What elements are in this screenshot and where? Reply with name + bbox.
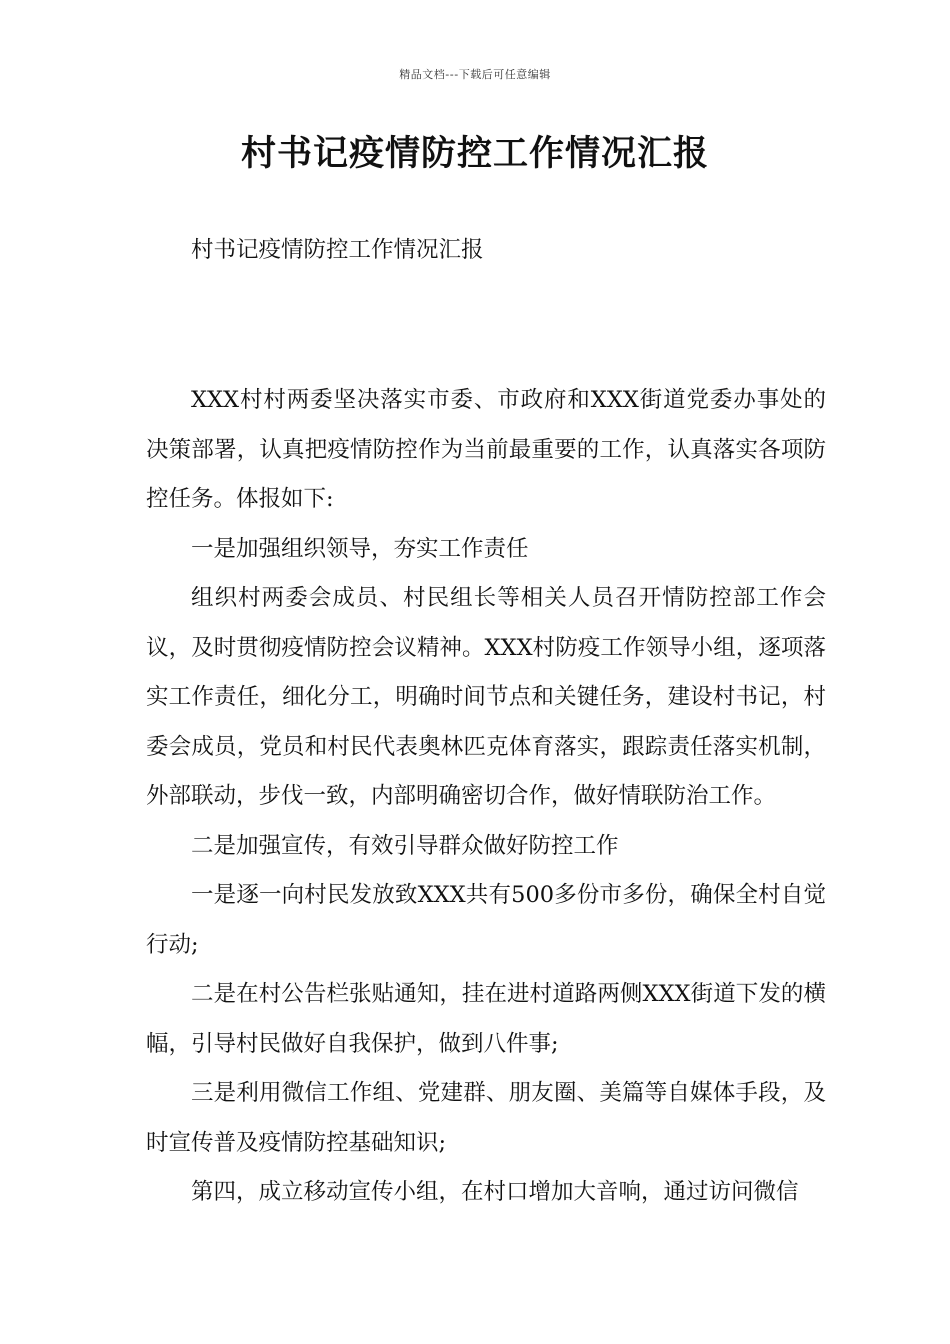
paragraph-item-3: 三是利用微信工作组、党建群、朋友圈、美篇等自媒体手段，及时宣传普及疫情防控基础知识; <box>146 1080 826 1156</box>
paragraph-section-1: 组织村两委会成员、村民组长等相关人员召开情防控部工作会议，及时贯彻疫情防控会议精神。XXX村防疫工作领导小组，逐项落实工作责任，细化分工，明确时间节点和关键任务，建设村书记，村委会成员，党员和村民代表奥林匹克体育落实，跟踪责任落实机制，外部联动，步伐一致，内部明确密切合作，做好情联防治工作。 <box>146 585 826 809</box>
paragraph-item-1: 一是逐一向村民发放致XXX共有500多份市多份，确保全村自觉行动; <box>146 882 826 958</box>
paragraph-item-4: 第四，成立移动宣传小组，在村口增加大音响，通过访问微信 <box>191 1179 799 1205</box>
paragraph-intro: XXX村村两委坚决落实市委、市政府和XXX街道党委办事处的决策部署，认真把疫情防控作为当前最重要的工作，认真落实各项防控任务。体报如下: <box>146 387 826 512</box>
document-subtitle-block <box>146 226 826 276</box>
document-body <box>146 376 826 1218</box>
heading-section-2: 二是加强宣传，有效引导群众做好防控工作 <box>191 832 619 859</box>
heading-section-1: 一是加强组织领导，夯实工作责任 <box>191 535 529 562</box>
document-title: 村书记疫情防控工作情况汇报 <box>240 134 709 174</box>
page-header-note: 精品文档---下载后可任意编辑 <box>399 68 551 81</box>
paragraph-item-2: 二是在村公告栏张贴通知，挂在进村道路两侧XXX街道下发的横幅，引导村民做好自我保护，做到八件事; <box>146 981 826 1057</box>
document-subtitle: 村书记疫情防控工作情况汇报 <box>191 237 484 263</box>
